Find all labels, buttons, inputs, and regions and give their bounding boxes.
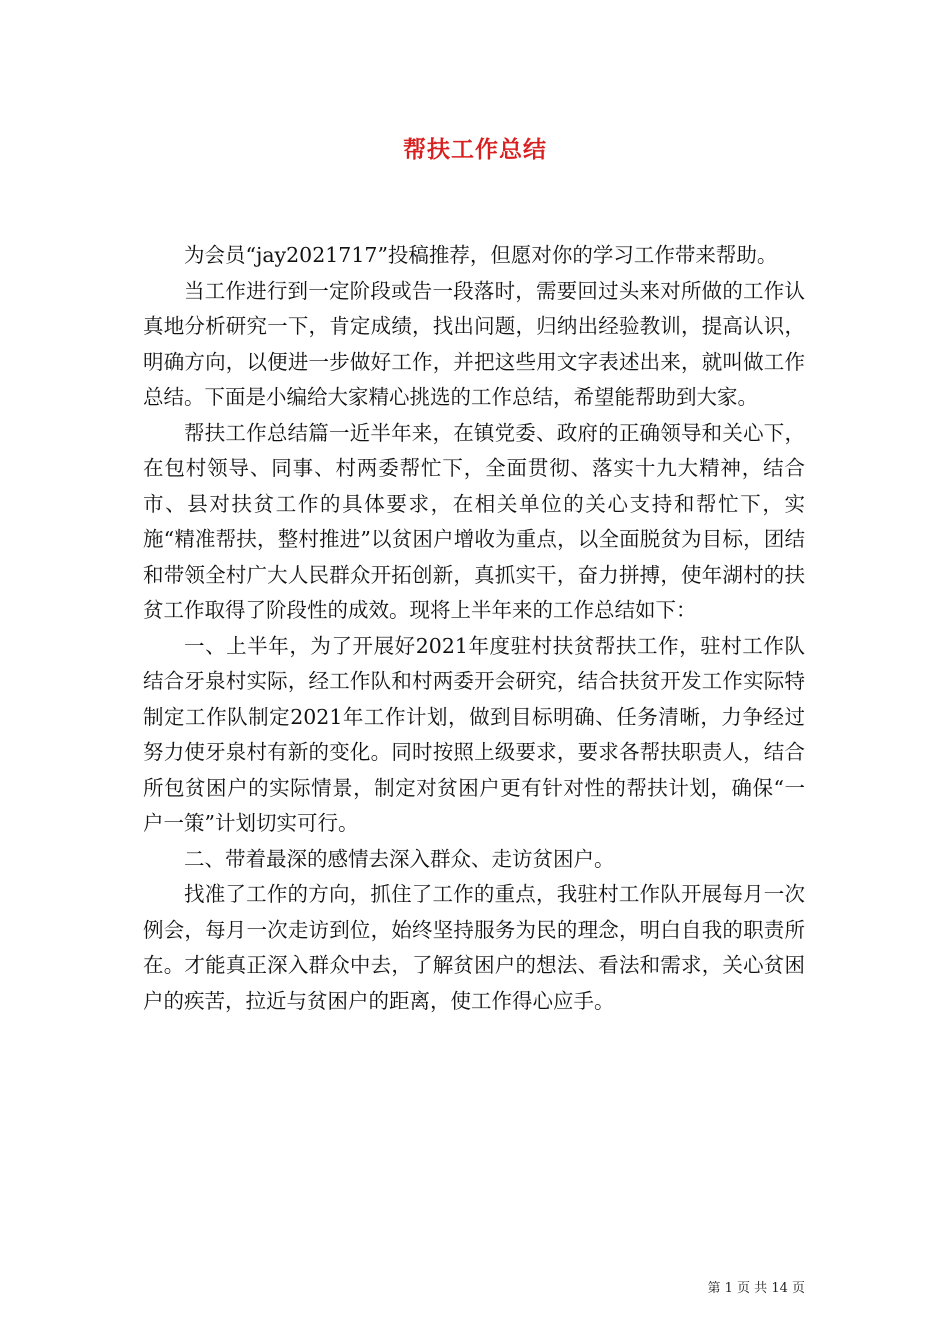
paragraph-intro: 为会员“jay2021717”投稿推荐，但愿对你的学习工作带来帮助。 xyxy=(184,243,778,267)
paragraph-section-two: 找准了工作的方向，抓住了工作的重点，我驻村工作队开展每月一次例会，每月一次走访到位，始终坚持服务为民的理念，明白自我的职责所在。才能真正深入群众中去，了解贫困户的想法、看法和需求，关心贫困户的疾苦，拉近与贫困户的距离，使工作得心应手。 xyxy=(143,882,805,1013)
paragraph-section-one: 一、上半年，为了开展好2021年度驻村扶贫帮扶工作，驻村工作队结合牙泉村实际，经工作队和村两委开会研究，结合扶贫开发工作实际特制定工作队制定2021年工作计划，做到目标明确、任务清晰，力争经过努力使牙泉村有新的变化。同时按照上级要求，要求各帮扶职责人，结合所包贫困户的实际情景，制定对贫困户更有针对性的帮扶计划，确保“一户一策”计划切实可行。 xyxy=(143,633,805,835)
paragraph-section-two-heading: 二、带着最深的感情去深入群众、走访贫困户。 xyxy=(184,846,615,871)
paragraph-article-one: 帮扶工作总结篇一近半年来，在镇党委、政府的正确领导和关心下，在包村领导、同事、村两委帮忙下，全面贯彻、落实十九大精神，结合市、县对扶贫工作的具体要求，在相关单位的关心支持和帮忙下，实施“精准帮扶，整村推进”以贫困户增收为重点，以全面脱贫为目标，团结和带领全村广大人民群众开拓创新，真抓实干，奋力拼搏，使年湖村的扶贫工作取得了阶段性的成效。现将上半年来的工作总结如下： xyxy=(143,420,805,622)
page-title: 帮扶工作总结 xyxy=(403,136,547,163)
document-body xyxy=(143,238,805,1019)
page-number: 第 1 页 共 14 页 xyxy=(707,1281,805,1296)
paragraph-preface: 当工作进行到一定阶段或告一段落时，需要回过头来对所做的工作认真地分析研究一下，肯定成绩，找出问题，归纳出经验教训，提高认识，明确方向，以便进一步做好工作，并把这些用文字表述出来，就叫做工作总结。下面是小编给大家精心挑选的工作总结，希望能帮助到大家。 xyxy=(143,278,805,409)
